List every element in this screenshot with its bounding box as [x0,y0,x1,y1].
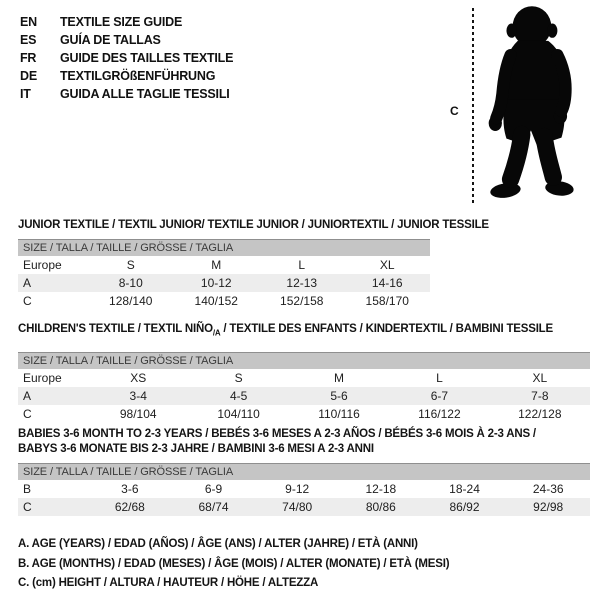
table-row [18,369,590,387]
row-label: B [23,482,32,496]
table-rows [18,256,430,310]
language-code: EN [20,15,37,29]
table-row [18,387,590,405]
language-code: FR [20,51,37,65]
table-row [18,405,590,423]
row-value: S [126,258,135,272]
table-row [18,256,430,274]
row-value: 116/122 [418,407,461,422]
language-row [20,31,233,49]
size-header-bar: SIZE / TALLA / TAILLE / GRÖSSE / TAGLIA [18,352,590,369]
footnote-line: C. (cm) HEIGHT / ALTURA / HAUTEUR / HÖHE / ALTEZZA [18,577,319,589]
row-value: 12-13 [286,276,318,290]
row-value: 8-10 [118,276,143,290]
children-table-title: CHILDREN'S TEXTILE / TEXTIL $NIÑO_{/A}$ / TEXTILE DES ENFANTS / KINDERTEXTIL / BAMBINI TESSILE [18,323,553,338]
table-row [18,498,590,516]
row-value: 152/158 [280,294,324,308]
table-row [18,274,430,292]
language-title: TEXTILE SIZE GUIDE [60,15,183,29]
row-value: 7-8 [531,389,549,404]
row-value: 110/116 [318,407,360,422]
footnote-legend [18,535,449,594]
language-code: DE [20,69,37,83]
language-row [20,67,233,85]
language-list [20,13,233,103]
height-measure-line [472,8,474,206]
table-row [18,292,430,310]
row-label: Europe [23,258,62,272]
row-value: 74/80 [282,500,313,514]
row-value: 18-24 [449,482,480,496]
row-value: S [234,371,243,386]
row-value: XS [130,371,147,386]
babies-textile-table [18,427,590,516]
row-value: 3-6 [121,482,139,496]
row-value: XL [532,371,548,386]
footnote-line: B. AGE (MONTHS) / EDAD (MESES) / ÂGE (MOIS) / ALTER (MONATE) / ETÀ (MESI) [18,557,450,570]
babies-table-title: BABIES 3-6 MONTH TO 2-3 YEARS / BEBÉS 3-6 MESES A 2-3 AÑOS / BÉBÉS 3-6 MOIS À 2-3 ANS / BABYS 3-6 MONATE BIS 2-3 JAHRE / BAMBINI 3-6 MESI A 2-3 ANNI [18,428,536,455]
row-value: 14-16 [371,276,403,290]
row-label: C [23,500,32,514]
row-value: 5-6 [330,389,348,404]
language-row [20,85,233,103]
row-label: C [23,294,32,308]
language-title: GUIDA ALLE TAGLIE TESSILI [60,87,230,101]
table-row [18,480,590,498]
size-header-bar: SIZE / TALLA / TAILLE / GRÖSSE / TAGLIA [18,239,430,256]
row-value: 12-18 [365,482,397,496]
footnote-line: A. AGE (YEARS) / EDAD (AÑOS) / ÂGE (ANS) / ALTER (JAHRE) / ETÀ (ANNI) [18,538,418,550]
language-row [20,49,233,67]
row-value: 4-5 [229,389,248,404]
language-title: GUIDE DES TAILLES TEXTILE [60,51,234,65]
children-textile-table [18,322,590,423]
row-value: 86/92 [449,500,480,514]
row-value: XL [379,258,395,272]
language-title: GUÍA DE TALLAS [60,33,161,47]
row-value: 62/68 [114,500,145,514]
junior-textile-table [18,218,489,310]
row-value: 80/86 [365,500,396,514]
row-label: C [23,407,32,422]
row-value: 140/152 [194,294,238,308]
row-value: 158/170 [365,294,409,308]
row-label: A [23,276,32,290]
junior-table-title: JUNIOR TEXTILE / TEXTIL JUNIOR/ TEXTILE JUNIOR / JUNIORTEXTIL / JUNIOR TESSILE [18,219,489,231]
row-value: 24-36 [532,482,564,496]
language-code: IT [20,87,31,101]
row-value: 98/104 [119,407,157,422]
language-code: ES [20,33,37,47]
size-header-bar: SIZE / TALLA / TAILLE / GRÖSSE / TAGLIA [18,463,590,480]
row-value: 68/74 [198,500,229,514]
row-value: 122/128 [518,407,562,422]
baby-silhouette-icon [479,4,591,208]
row-label: A [23,389,32,404]
row-label: Europe [23,371,62,386]
row-value: 6-7 [430,389,449,404]
row-value: 3-4 [129,389,147,404]
row-value: L [298,258,306,272]
row-value: 128/140 [109,294,153,308]
row-value: L [436,371,443,386]
row-value: M [334,371,345,386]
row-value: 10-12 [200,276,232,290]
row-value: 6-9 [204,482,223,496]
table-rows [18,480,590,516]
row-value: 92/98 [533,500,564,514]
table-rows [18,369,590,423]
language-row [20,13,233,31]
height-measure-label: C [450,104,459,118]
language-title: TEXTILGRÖßENFÜHRUNG [60,69,216,83]
row-value: 9-12 [285,482,310,496]
row-value: M [211,258,222,272]
row-value: 104/110 [217,407,260,422]
